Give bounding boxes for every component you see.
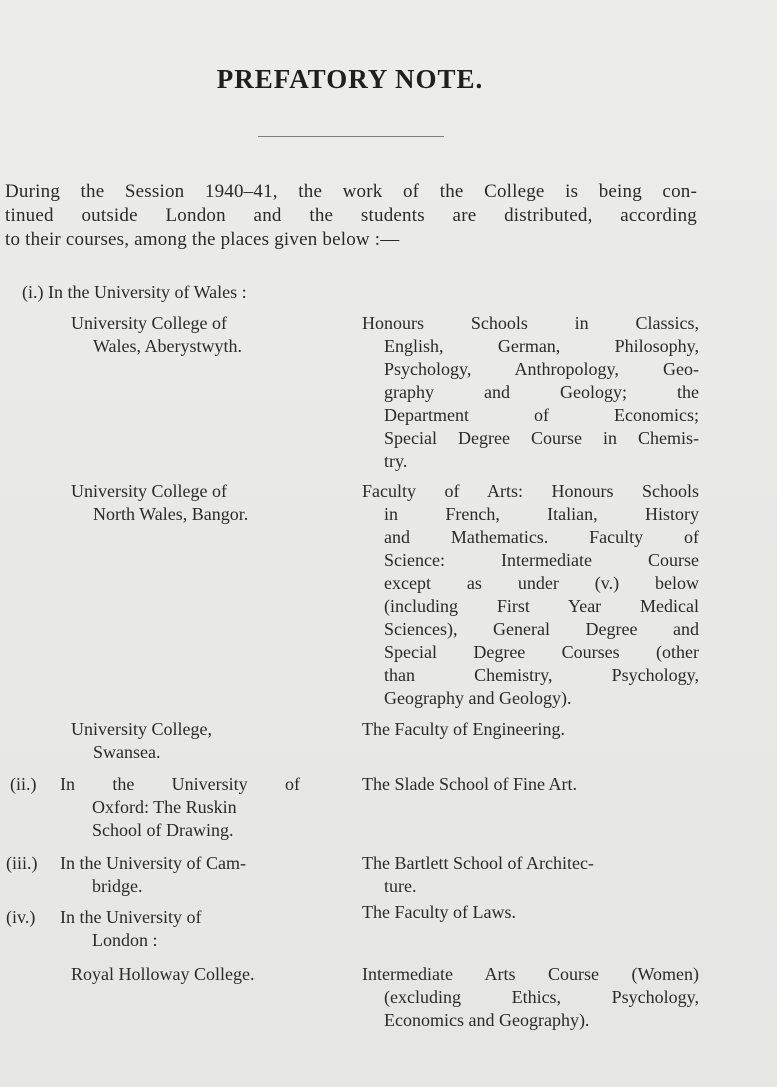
- bangor-right-line-9: than Chemistry, Psychology,: [384, 665, 699, 685]
- aberystwyth-right-line-4: graphy and Geology; the: [384, 382, 699, 402]
- bangor-right-line-4: Science: Intermediate Course: [384, 550, 699, 570]
- intro-paragraph: [5, 180, 697, 252]
- aberystwyth-right-line-1: Honours Schools in Classics,: [362, 313, 699, 333]
- intro-line-3: to their courses, among the places given below :—: [5, 229, 400, 250]
- aberystwyth-left-line-1: University College of: [71, 313, 227, 333]
- oxford-right-line-1: The Slade School of Fine Art.: [362, 774, 577, 794]
- oxford-left-line-1: In the University of: [60, 774, 300, 794]
- cambridge-left: [6, 852, 326, 898]
- aberystwyth-left: [71, 312, 321, 358]
- oxford-left-line-2: Oxford: The Ruskin: [92, 797, 237, 817]
- oxford-left-line-3: School of Drawing.: [92, 820, 234, 840]
- intro-line-1: During the Session 1940–41, the work of the College is being con-: [5, 181, 697, 202]
- cambridge-right-line-2: ture.: [384, 876, 417, 896]
- royal-holloway-right-line-1: Intermediate Arts Course (Women): [362, 964, 699, 984]
- swansea-left-line-2: Swansea.: [93, 742, 161, 762]
- bangor-right-line-1: Faculty of Arts: Honours Schools: [362, 481, 699, 501]
- royal-holloway-right: [362, 963, 699, 1032]
- oxford-right: [362, 773, 699, 796]
- bangor-right-line-5: except as under (v.) below: [384, 573, 699, 593]
- bangor-right: [362, 480, 699, 710]
- cambridge-left-line-2: bridge.: [92, 876, 143, 896]
- bangor-left: [71, 480, 321, 526]
- bangor-right-line-3: and Mathematics. Faculty of: [384, 527, 699, 547]
- swansea-left-line-1: University College,: [71, 719, 212, 739]
- bangor-left-line-2: North Wales, Bangor.: [93, 504, 249, 524]
- london-left-line-1: In the University of: [60, 907, 202, 927]
- swansea-right: [362, 718, 699, 741]
- oxford-left: [10, 773, 330, 842]
- royal-holloway-left-line-1: Royal Holloway College.: [71, 964, 255, 984]
- bangor-right-line-8: Special Degree Courses (other: [384, 642, 699, 662]
- swansea-left: [71, 718, 321, 764]
- aberystwyth-right-line-2: English, German, Philosophy,: [384, 336, 699, 356]
- page-title: PREFATORY NOTE.: [216, 64, 484, 94]
- intro-line-2: tinued outside London and the students are distributed, according: [5, 205, 697, 226]
- aberystwyth-right-line-5: Department of Economics;: [384, 405, 699, 425]
- aberystwyth-right-line-3: Psychology, Anthropology, Geo-: [384, 359, 699, 379]
- wales-heading: (i.) In the University of Wales :: [22, 282, 247, 302]
- swansea-right-line-1: The Faculty of Engineering.: [362, 719, 565, 739]
- royal-holloway-left: [71, 963, 321, 986]
- bangor-right-line-6: (including First Year Medical: [384, 596, 699, 616]
- cambridge-left-line-1: In the University of Cam-: [60, 853, 246, 873]
- oxford-label: (ii.): [10, 774, 37, 794]
- london-left-line-2: London :: [92, 930, 158, 950]
- bangor-right-line-10: Geography and Geology).: [384, 688, 572, 708]
- bangor-left-line-1: University College of: [71, 481, 227, 501]
- bangor-right-line-2: in French, Italian, History: [384, 504, 699, 524]
- royal-holloway-right-line-2: (excluding Ethics, Psychology,: [384, 987, 699, 1007]
- aberystwyth-right-line-7: try.: [384, 451, 408, 471]
- royal-holloway-right-line-3: Economics and Geography).: [384, 1010, 590, 1030]
- aberystwyth-right-line-6: Special Degree Course in Chemis-: [384, 428, 699, 448]
- title-divider: [258, 136, 444, 137]
- bangor-right-line-7: Sciences), General Degree and: [384, 619, 699, 639]
- london-left: [6, 906, 326, 952]
- cambridge-right: [362, 852, 699, 898]
- cambridge-right-line-1: The Bartlett School of Architec-: [362, 853, 594, 873]
- cambridge-label: (iii.): [6, 853, 38, 873]
- aberystwyth-right: [362, 312, 699, 473]
- london-label: (iv.): [6, 907, 36, 927]
- london-right-line-1: The Faculty of Laws.: [362, 902, 516, 922]
- london-right: [362, 901, 699, 924]
- aberystwyth-left-line-2: Wales, Aberystwyth.: [93, 336, 243, 356]
